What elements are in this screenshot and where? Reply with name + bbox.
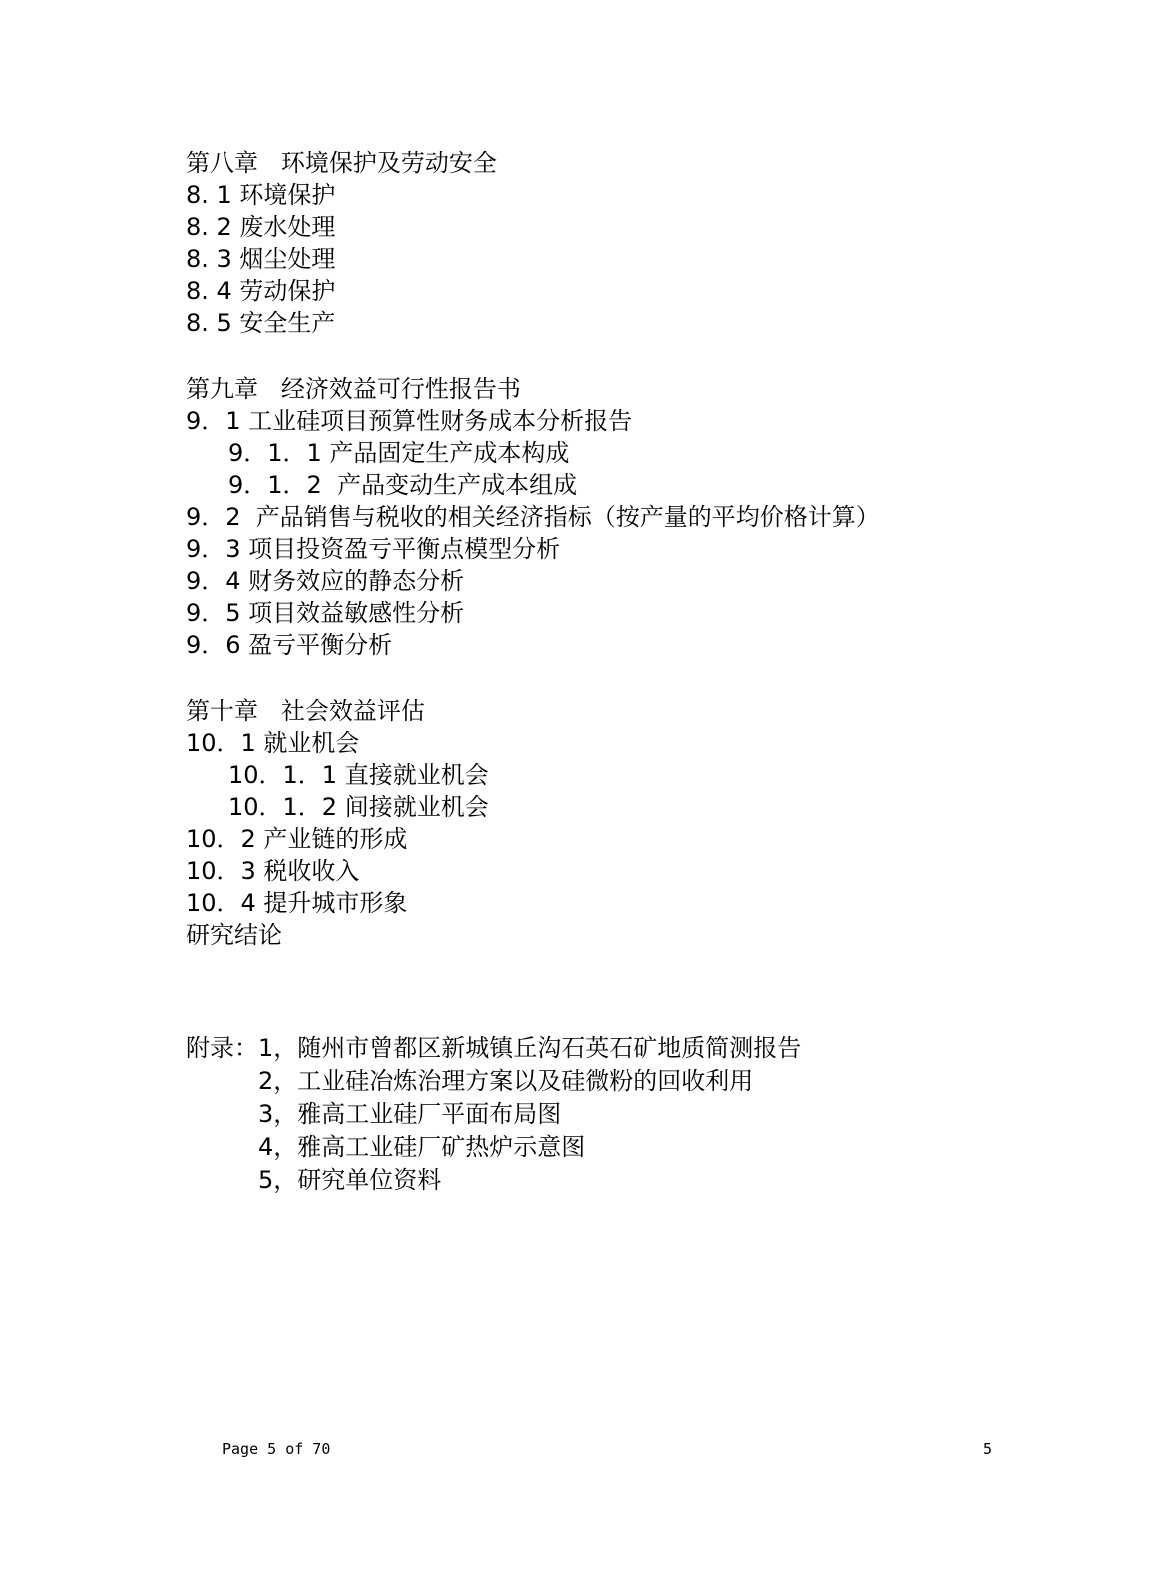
chapter-heading: 第十章 社会效益评估: [186, 697, 425, 725]
toc-entry: 8. 4 劳动保护: [186, 277, 336, 305]
toc-subentry: 9．1．1 产品固定生产成本构成: [228, 439, 570, 467]
toc-subentry: 10．1．1 直接就业机会: [228, 761, 489, 789]
toc-entry: 8. 3 烟尘处理: [186, 245, 336, 273]
toc-entry: 10．3 税收收入: [186, 857, 360, 885]
page-number: 5: [983, 1440, 993, 1458]
toc-entry: 10．1 就业机会: [186, 729, 360, 757]
toc-entry: 9．6 盈亏平衡分析: [186, 631, 393, 659]
toc-entry: 10．4 提升城市形象: [186, 889, 408, 917]
appendix-list: [186, 1032, 1086, 1197]
toc-subentry: 9．1．2 产品变动生产成本组成: [228, 471, 578, 499]
toc-entry: 9．3 项目投资盈亏平衡点模型分析: [186, 535, 561, 563]
page-count-label: Page 5 of 70: [222, 1440, 331, 1458]
section-spacer: [186, 661, 1086, 695]
appendix-item: 2，工业硅冶炼治理方案以及硅微粉的回收利用: [258, 1067, 754, 1095]
conclusion-entry: 研究结论: [186, 921, 282, 949]
chapter-heading: 第八章 环境保护及劳动安全: [186, 149, 497, 177]
toc-entry: 8. 1 环境保护: [186, 181, 336, 209]
toc-entry: 8. 5 安全生产: [186, 309, 336, 337]
table-of-contents: [186, 147, 1086, 951]
appendix-first-row: [186, 1032, 1086, 1065]
chapter-heading: 第九章 经济效益可行性报告书: [186, 375, 521, 403]
appendix-item: 4，雅高工业硅厂矿热炉示意图: [258, 1133, 586, 1161]
appendix-item: 5，研究单位资料: [258, 1166, 442, 1194]
appendix-item: 3，雅高工业硅厂平面布局图: [258, 1100, 562, 1128]
toc-entry: 9．1 工业硅项目预算性财务成本分析报告: [186, 407, 633, 435]
appendix-item: 1，随州市曾都区新城镇丘沟石英石矿地质简测报告: [258, 1034, 802, 1062]
toc-subentry: 10．1．2 间接就业机会: [228, 793, 489, 821]
toc-entry: 9．2 产品销售与税收的相关经济指标（按产量的平均价格计算）: [186, 503, 880, 531]
toc-entry: 10．2 产业链的形成: [186, 825, 408, 853]
appendix-label: 附录：: [186, 1034, 258, 1062]
toc-entry: 8. 2 废水处理: [186, 213, 336, 241]
section-spacer: [186, 339, 1086, 373]
toc-entry: 9．4 财务效应的静态分析: [186, 567, 465, 595]
toc-entry: 9．5 项目效益敏感性分析: [186, 599, 465, 627]
